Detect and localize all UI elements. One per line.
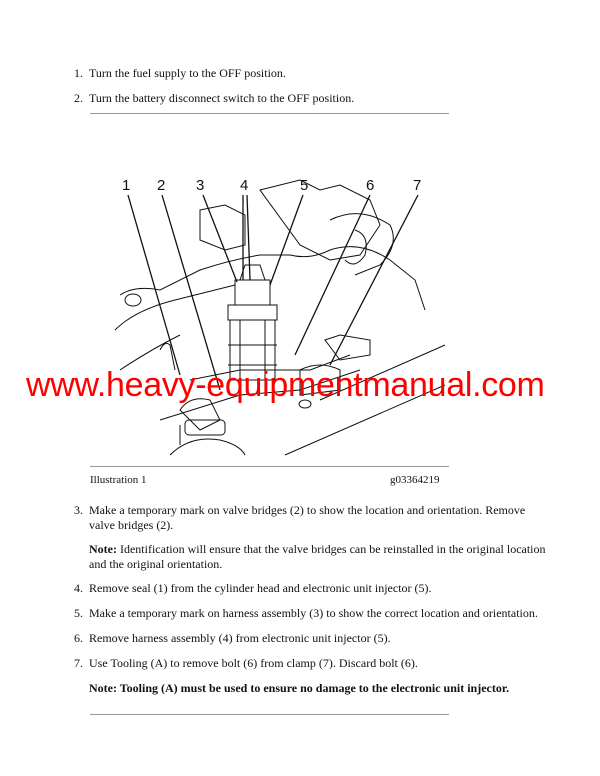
step-4: [74, 581, 544, 596]
step-number: 6.: [74, 631, 83, 645]
step-1: [74, 66, 544, 81]
step-text: Turn the fuel supply to the OFF position.: [89, 66, 286, 80]
step-text: Make a temporary mark on harness assembly (3) to show the correct location and orientation.: [89, 606, 538, 620]
step-number: 1.: [74, 66, 83, 80]
illustration-id: g03364219: [390, 474, 440, 486]
step-number: 5.: [74, 606, 83, 620]
step-number: 3.: [74, 503, 83, 517]
callout-1: 1: [122, 177, 131, 194]
callout-6: 6: [366, 177, 375, 194]
step-3: [74, 503, 544, 533]
step-number: 2.: [74, 91, 83, 105]
step-number: 4.: [74, 581, 83, 595]
step-text: Remove harness assembly (4) from electronic unit injector (5).: [89, 631, 391, 645]
step-text: Turn the battery disconnect switch to the OFF position.: [89, 91, 355, 105]
watermark: www.heavy-equipmentmanual.com: [26, 366, 545, 404]
divider-top: [90, 113, 449, 114]
step-number: 7.: [74, 656, 83, 670]
step-5: [74, 606, 544, 621]
note-label: Note:: [89, 542, 117, 556]
step-text: Use Tooling (A) to remove bolt (6) from clamp (7). Discard bolt (6).: [89, 656, 418, 670]
illustration-injector: [100, 170, 450, 460]
callout-7: 7: [413, 177, 422, 194]
note-tooling-warning: [89, 681, 549, 696]
step-7: [74, 656, 544, 671]
callout-5: 5: [300, 177, 309, 194]
illustration-caption: Illustration 1: [90, 474, 147, 486]
callout-3: 3: [196, 177, 205, 194]
step-text: Remove seal (1) from the cylinder head and electronic unit injector (5).: [89, 581, 432, 595]
step-2: [74, 91, 544, 106]
callout-4: 4: [240, 177, 249, 194]
note-identification: [89, 542, 549, 572]
callout-2: 2: [157, 177, 166, 194]
divider-bottom: [90, 714, 449, 715]
step-6: [74, 631, 544, 646]
step-text: Make a temporary mark on valve bridges (2) to show the location and orientation. Remove valve bridges (2).: [89, 503, 526, 532]
note-label: Note: Tooling (A) must be used to ensure no damage to the electronic unit injector.: [89, 681, 510, 695]
engine-line-drawing: [100, 170, 450, 460]
divider-illustration: [90, 466, 449, 467]
note-text: Identification will ensure that the valve bridges can be reinstalled in the original location and the original orientation.: [89, 542, 546, 571]
